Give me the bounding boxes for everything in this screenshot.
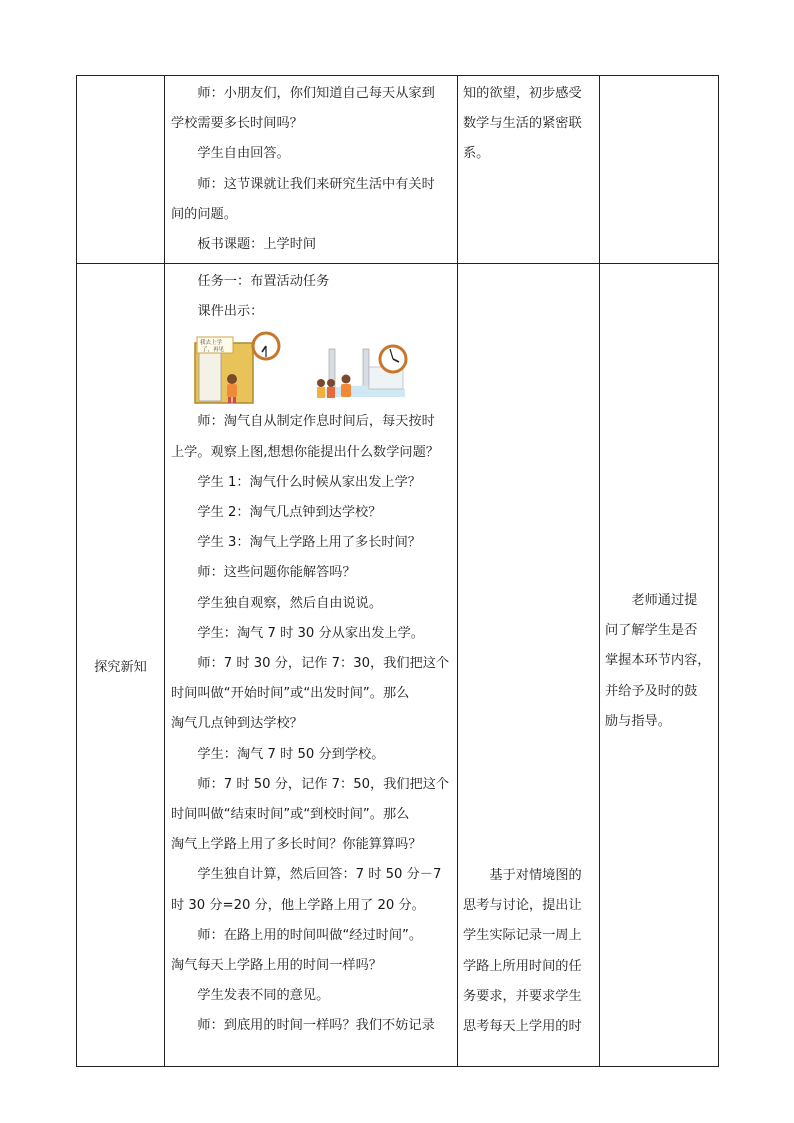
design-line: 务要求，并要求学生 xyxy=(463,988,582,1004)
student-body xyxy=(327,387,335,398)
activity-line: 淘气几点钟到达学校？ xyxy=(171,716,303,732)
girl-leg xyxy=(233,397,236,403)
activity-line: 学生 1：淘气什么时候从家出发上学？ xyxy=(197,474,421,490)
activity-line: 学生独自计算，然后回答：7 时 50 分－7 xyxy=(197,867,442,883)
activity-line: 学生独自观察，然后自由说说。 xyxy=(197,595,383,611)
lesson-plan-table xyxy=(76,75,719,1067)
activity-line: 学生：淘气 7 时 50 分到学校。 xyxy=(197,746,385,762)
activity-line: 时间叫做“开始时间”或“出发时间”。那么 xyxy=(171,686,410,702)
evaluation-line: 掌握本环节内容， xyxy=(605,653,711,669)
activity-line: 师：这些问题你能解答吗？ xyxy=(197,565,356,581)
activity-line: 学生发表不同的意见。 xyxy=(197,988,330,1004)
girl-leg xyxy=(228,397,231,403)
evaluation-cell-empty xyxy=(600,76,719,264)
evaluation-line: 励与指导。 xyxy=(605,713,671,729)
girl-body xyxy=(227,384,237,397)
activity-line: 时间叫做“结束时间”或“到校时间”。那么 xyxy=(171,807,410,823)
activity-line: 师：到底用的时间一样吗？我们不妨记录 xyxy=(197,1018,435,1034)
note-sign-text-1: 我去上学 xyxy=(200,340,223,347)
activity-line: 间的问题。 xyxy=(171,206,237,222)
activity-line: 师：7 时 30 分，记作 7：30，我们把这个 xyxy=(197,656,450,672)
evaluation-cell-explore xyxy=(600,264,719,1067)
stage-cell-empty xyxy=(77,76,165,264)
note-sign-text-2: 了，再见 xyxy=(202,347,225,354)
design-line: 思考每天上学用的时 xyxy=(463,1019,582,1035)
design-intent-cell-intro xyxy=(458,76,600,264)
design-intent-cell-explore xyxy=(458,264,600,1067)
activity-line: 淘气每天上学路上用的时间一样吗？ xyxy=(171,958,382,974)
evaluation-line: 老师通过提 xyxy=(631,593,698,608)
student-head xyxy=(317,379,325,387)
activity-line: 课件出示： xyxy=(197,304,264,320)
activity-line: 学生 2：淘气几点钟到达学校？ xyxy=(197,505,382,521)
activity-cell-intro xyxy=(165,76,458,264)
activity-line: 学生：淘气 7 时 30 分从家出发上学。 xyxy=(197,625,424,641)
activity-line: 板书课题：上学时间 xyxy=(197,237,317,253)
activity-line: 学生 3：淘气上学路上用了多长时间？ xyxy=(197,535,421,551)
student-body xyxy=(317,387,325,398)
design-line: 数学与生活的紧密联 xyxy=(463,116,582,132)
activity-line: 师：这节课就让我们来研究生活中有关时 xyxy=(197,176,435,192)
courseware-illustration xyxy=(191,327,451,407)
table-row-explore xyxy=(77,264,719,1067)
girl-head xyxy=(342,375,351,384)
girl-head xyxy=(227,374,237,384)
activity-line: 时 30 分=20 分，他上学路上用了 20 分。 xyxy=(171,897,425,913)
activity-line: 师：在路上用的时间叫做“经过时间”。 xyxy=(197,927,423,943)
design-line: 学生实际记录一周上 xyxy=(463,928,582,944)
activity-line: 学生自由回答。 xyxy=(197,146,290,162)
activity-line: 师：小朋友们，你们知道自己每天从家到 xyxy=(197,86,435,101)
activity-line: 师：7 时 50 分，记作 7：50，我们把这个 xyxy=(197,776,450,792)
activity-line: 上学。观察上图,想想你能提出什么数学问题？ xyxy=(171,444,439,460)
design-line: 系。 xyxy=(463,146,490,162)
open-door xyxy=(199,347,221,401)
activity-line: 学校需要多长时间吗？ xyxy=(171,116,303,132)
stage-label-cell xyxy=(77,264,165,1067)
activity-cell-explore xyxy=(165,264,458,1067)
courseware-illustration-svg xyxy=(191,327,451,407)
design-line: 知的欲望，初步感受 xyxy=(463,86,582,101)
evaluation-line: 问了解学生是否 xyxy=(605,623,698,639)
evaluation-line: 并给予及时的鼓 xyxy=(605,683,698,699)
student-head xyxy=(327,379,335,387)
school-gate-post xyxy=(363,349,369,391)
activity-line: 任务一：布置活动任务 xyxy=(197,274,330,289)
stage-label: 探究新知 xyxy=(94,659,147,675)
design-line: 思考与讨论，提出让 xyxy=(463,898,582,914)
activity-line: 师：淘气自从制定作息时间后，每天按时 xyxy=(197,414,435,430)
design-line: 学路上所用时间的任 xyxy=(463,958,582,974)
table-row-intro xyxy=(77,76,719,264)
girl-body xyxy=(341,384,351,397)
design-line: 基于对情境图的 xyxy=(489,868,582,883)
activity-line: 淘气上学路上用了多长时间？你能算算吗？ xyxy=(171,837,422,853)
